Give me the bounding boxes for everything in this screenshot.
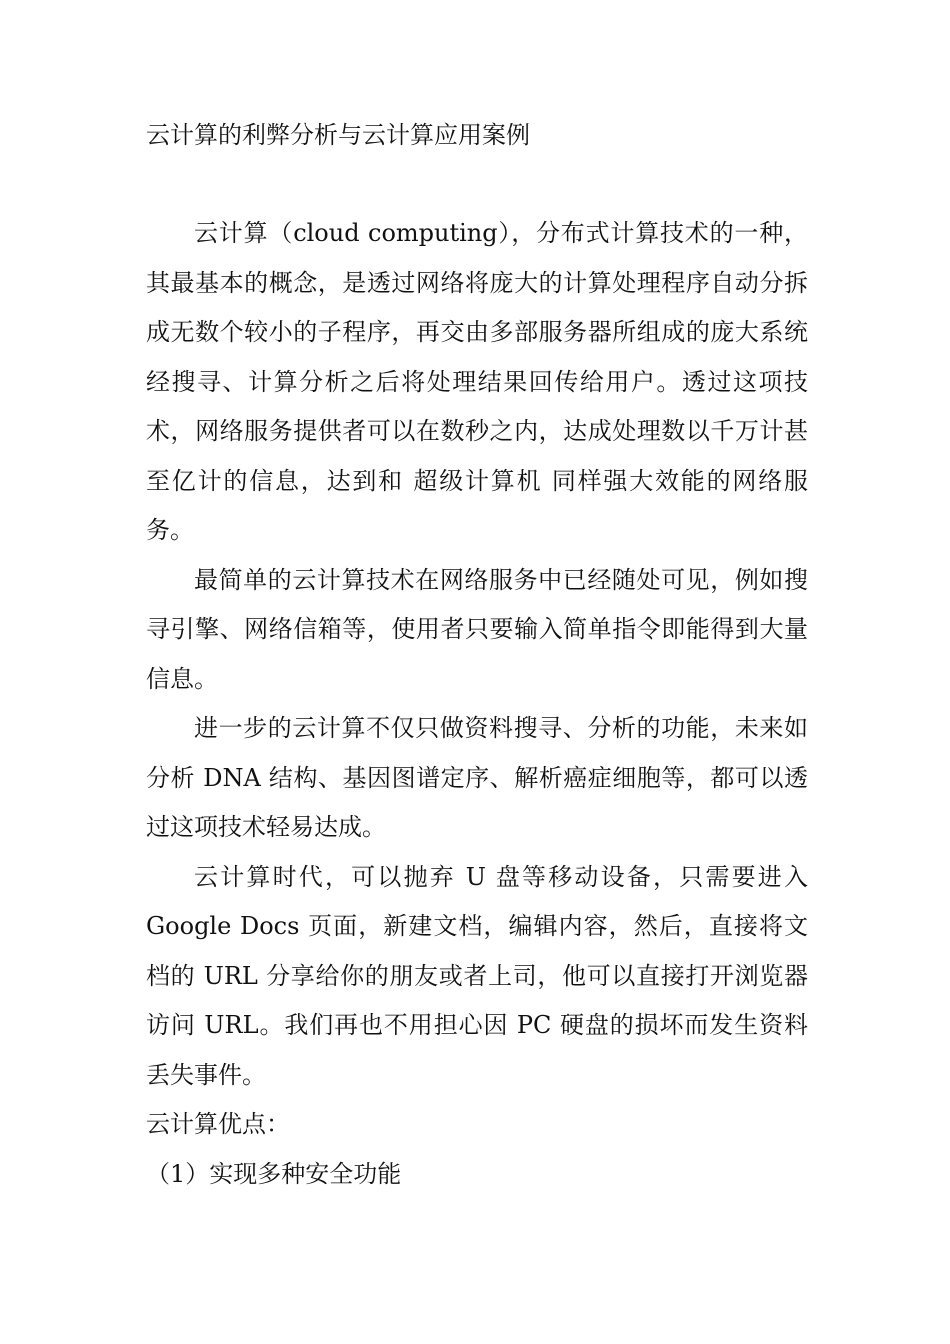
document-body [146,110,808,1199]
advantages-heading: 云计算优点： [146,1110,290,1138]
paragraph-definition: 云计算（cloud computing），分布式计算技术的一种，其最基本的概念，是透过网络将庞大的计算处理程序自动分拆成无数个较小的子程序，再交由多部服务器所组成的庞大系统经搜寻、计算分析之后将处理结果回传给用户。透过这项技术，网络服务提供者可以在数秒之内，达成处理数以千万计甚至亿计的信息，达到和 超级计算机 同样强大效能的网络服务。 [146,219,808,544]
paragraph-simple-examples: 最简单的云计算技术在网络服务中已经随处可见，例如搜寻引擎、网络信箱等，使用者只要输入简单指令即能得到大量信息。 [146,565,808,693]
advantage-item-1: （1）实现多种安全功能 [146,1159,402,1188]
paragraph-future-uses: 进一步的云计算不仅只做资料搜寻、分析的功能，未来如分析 DNA 结构、基因图谱定序、解析癌症细胞等，都可以透过这项技术轻易达成。 [146,714,808,841]
document-title: 云计算的利弊分析与云计算应用案例 [146,121,530,149]
paragraph-cloud-era: 云计算时代，可以抛弃 U 盘等移动设备，只需要进入 Google Docs 页面，新建文档，编辑内容，然后，直接将文档的 URL 分享给你的朋友或者上司，他可以直接打开浏览器访问 URL。我们再也不用担心因 PC 硬盘的损坏而发生资料丢失事件。 [146,862,808,1089]
